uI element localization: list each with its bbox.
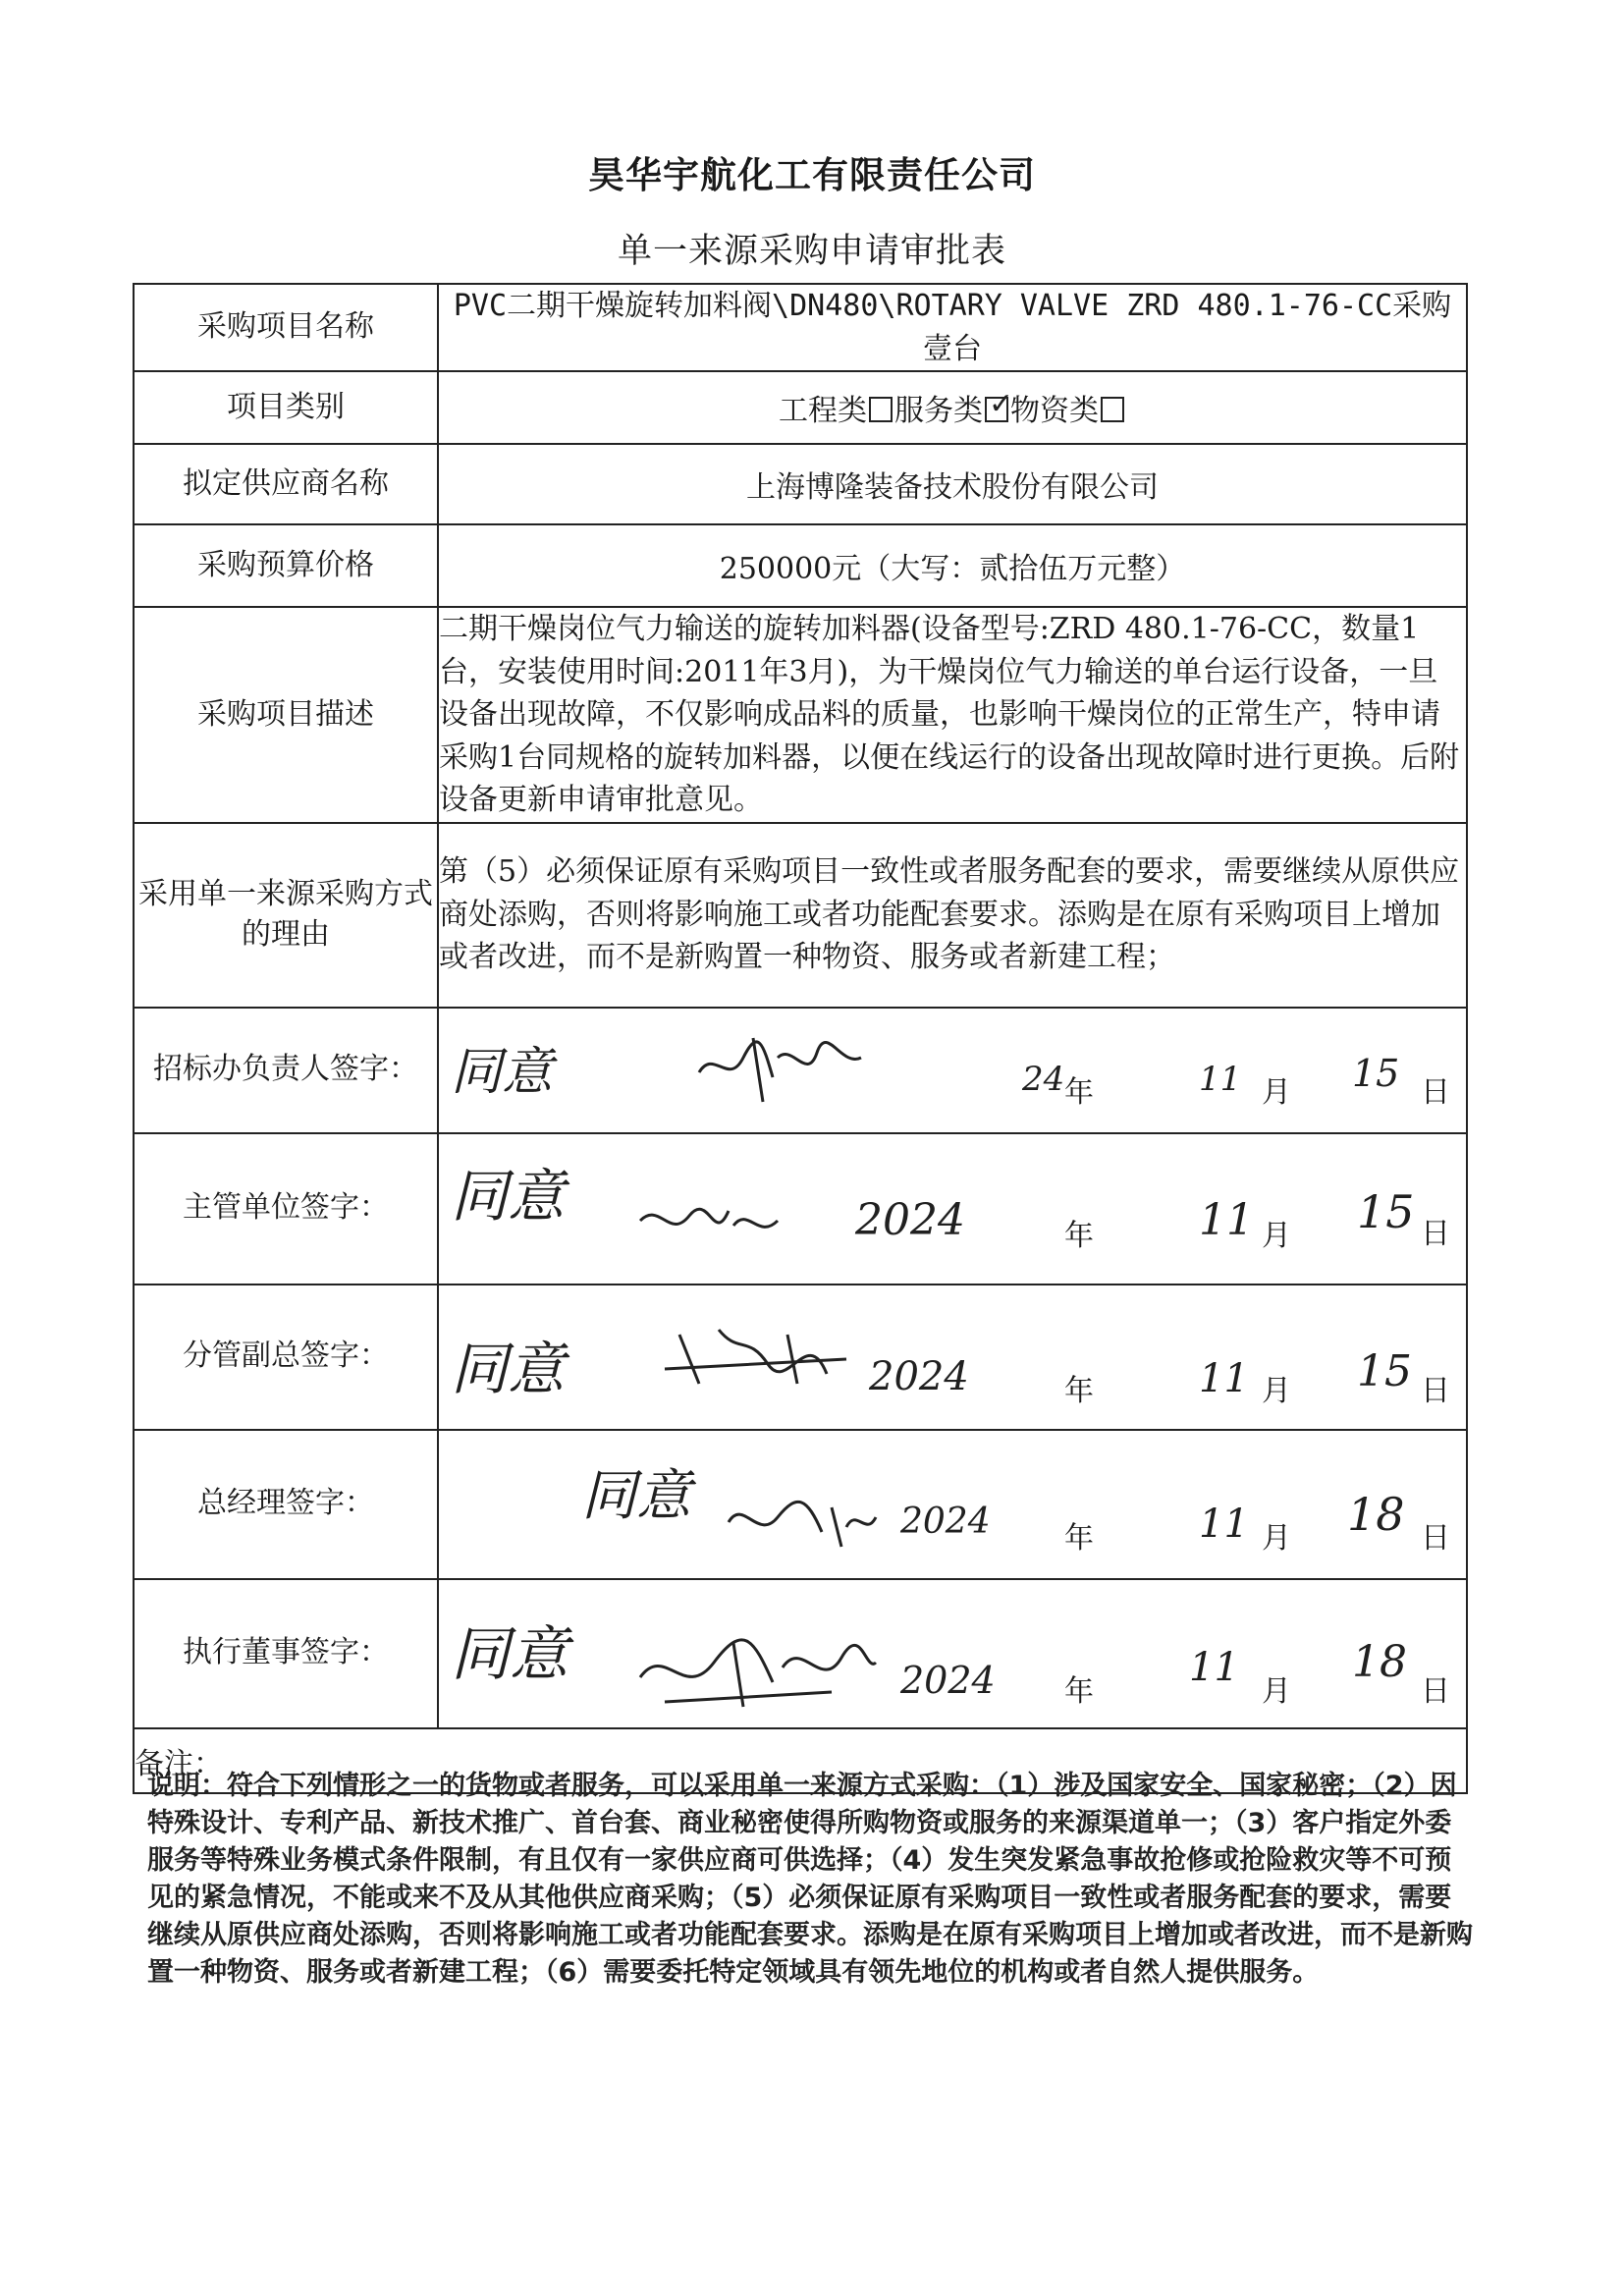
month-handwritten: 11 bbox=[1189, 1644, 1239, 1690]
remarks-label[interactable]: 备注： bbox=[134, 1728, 1467, 1793]
handwritten-signature bbox=[660, 1315, 856, 1394]
month-unit: 月 bbox=[1262, 1520, 1291, 1556]
row-signature-bidding-office bbox=[134, 1008, 1467, 1133]
category-label: 项目类别 bbox=[134, 371, 438, 444]
signature-field[interactable] bbox=[438, 1133, 1467, 1285]
year-handwritten: 2024 bbox=[855, 1194, 965, 1245]
month-unit: 月 bbox=[1262, 1074, 1291, 1110]
signature-field[interactable] bbox=[438, 1579, 1467, 1728]
month-handwritten: 11 bbox=[1199, 1194, 1254, 1245]
month-handwritten: 11 bbox=[1199, 1355, 1249, 1401]
materials-checkbox[interactable] bbox=[1101, 397, 1124, 422]
signature-field[interactable] bbox=[438, 1430, 1467, 1579]
reason-value: 第（5）必须保证原有采购项目一致性或者服务配套的要求，需要继续从原供应商处添购，否则将影响施工或者功能配套要求。添购是在原有采购项目上增加或者改进，而不是新购置一种物资、服务或者新建工程； bbox=[438, 823, 1467, 1008]
budget-value: 250000元（大写：贰拾伍万元整） bbox=[438, 524, 1467, 607]
row-signature-department bbox=[134, 1133, 1467, 1285]
description-label: 采购项目描述 bbox=[134, 607, 438, 823]
signature-label: 主管单位签字： bbox=[134, 1133, 438, 1285]
row-reason bbox=[134, 823, 1467, 1008]
day-unit: 日 bbox=[1421, 1373, 1450, 1408]
day-unit: 日 bbox=[1421, 1216, 1450, 1251]
signature-label: 执行董事签字： bbox=[134, 1579, 438, 1728]
year-handwritten: 2024 bbox=[869, 1353, 969, 1399]
signature-label: 招标办负责人签字： bbox=[134, 1008, 438, 1133]
year-unit: 年 bbox=[1064, 1673, 1094, 1709]
category-option-materials: 物资类 bbox=[1010, 394, 1099, 428]
handwritten-opinion: 同意 bbox=[451, 1335, 566, 1402]
day-handwritten: 15 bbox=[1357, 1345, 1412, 1396]
row-supplier bbox=[134, 444, 1467, 524]
reason-label: 采用单一来源采购方式的理由 bbox=[134, 823, 438, 1008]
handwritten-signature bbox=[694, 1028, 871, 1107]
signature-label: 分管副总签字： bbox=[134, 1285, 438, 1430]
day-unit: 日 bbox=[1421, 1673, 1450, 1709]
row-signature-general-manager bbox=[134, 1430, 1467, 1579]
footnote-explanation: 说明：符合下列情形之一的货物或者服务，可以采用单一来源方式采购：（1）涉及国家安全、国家秘密；（2）因特殊设计、专利产品、新技术推广、首台套、商业秘密使得所购物资或服务的来源渠道单一；（3）客户指定外委服务等特殊业务模式条件限制，有且仅有一家供应商可供选择；（4）发生突发紧急事故抢修或抢险救灾等不可预见的紧急情况，不能或来不及从其他供应商采购；（5）必须保证原有采购项目一致性或者服务配套的要求，需要继续从原供应商处添购，否则将影响施工或者功能配套要求。添购是在原有采购项目上增加或者改进，而不是新购置一种物资、服务或者新建工程；（6）需要委托特定领域具有领先地位的机构或者自然人提供服务。 bbox=[147, 1771, 1473, 1988]
day-handwritten: 18 bbox=[1347, 1487, 1405, 1541]
company-name: 昊华宇航化工有限责任公司 bbox=[588, 154, 1036, 196]
handwritten-opinion: 同意 bbox=[451, 1619, 568, 1689]
row-signature-vice-president bbox=[134, 1285, 1467, 1430]
year-handwritten: 24 bbox=[1022, 1059, 1065, 1099]
handwritten-signature bbox=[635, 1623, 881, 1717]
project-name-label: 采购项目名称 bbox=[134, 284, 438, 371]
project-name-value: PVC二期干燥旋转加料阀\DN480\ROTARY VALVE ZRD 480.1-76-CC采购壹台 bbox=[438, 284, 1467, 371]
month-unit: 月 bbox=[1262, 1373, 1291, 1408]
day-unit: 日 bbox=[1421, 1074, 1450, 1110]
handwritten-opinion: 同意 bbox=[451, 1162, 566, 1230]
month-handwritten: 11 bbox=[1199, 1059, 1242, 1099]
year-handwritten: 2024 bbox=[900, 1658, 996, 1702]
engineering-checkbox[interactable] bbox=[869, 397, 893, 422]
year-unit: 年 bbox=[1064, 1218, 1094, 1253]
month-handwritten: 11 bbox=[1199, 1501, 1249, 1547]
year-unit: 年 bbox=[1064, 1074, 1094, 1110]
row-description bbox=[134, 607, 1467, 823]
checkmark-icon: ✓ bbox=[989, 387, 1014, 421]
signature-field[interactable] bbox=[438, 1008, 1467, 1133]
budget-label: 采购预算价格 bbox=[134, 524, 438, 607]
row-category bbox=[134, 371, 1467, 444]
month-unit: 月 bbox=[1262, 1673, 1291, 1709]
approval-form-table bbox=[133, 283, 1468, 1794]
row-project-name bbox=[134, 284, 1467, 371]
supplier-value: 上海博隆装备技术股份有限公司 bbox=[438, 444, 1467, 524]
handwritten-signature bbox=[724, 1488, 881, 1557]
category-option-service: 服务类 bbox=[894, 394, 983, 428]
signature-field[interactable] bbox=[438, 1285, 1467, 1430]
month-unit: 月 bbox=[1262, 1218, 1291, 1253]
service-checkbox[interactable] bbox=[985, 387, 1014, 422]
day-handwritten: 15 bbox=[1357, 1184, 1415, 1238]
form-title: 单一来源采购申请审批表 bbox=[617, 232, 1006, 271]
row-budget bbox=[134, 524, 1467, 607]
day-handwritten: 15 bbox=[1352, 1051, 1400, 1095]
handwritten-opinion: 同意 bbox=[581, 1463, 691, 1528]
handwritten-opinion: 同意 bbox=[451, 1042, 554, 1102]
day-handwritten: 18 bbox=[1352, 1636, 1407, 1687]
row-signature-executive-director bbox=[134, 1579, 1467, 1728]
signature-label: 总经理签字： bbox=[134, 1430, 438, 1579]
year-unit: 年 bbox=[1064, 1373, 1094, 1408]
category-option-engineering: 工程类 bbox=[779, 394, 867, 428]
category-options bbox=[438, 371, 1467, 444]
description-value: 二期干燥岗位气力输送的旋转加料器(设备型号:ZRD 480.1-76-CC，数量1台，安装使用时间:2011年3月)，为干燥岗位气力输送的单台运行设备，一旦设备出现故障，不仅影响成品料的质量，也影响干燥岗位的正常生产，特申请采购1台同规格的旋转加料器，以便在线运行的设备出现故障时进行更换。后附设备更新申请审批意见。 bbox=[438, 607, 1467, 823]
year-unit: 年 bbox=[1064, 1520, 1094, 1556]
supplier-label: 拟定供应商名称 bbox=[134, 444, 438, 524]
handwritten-signature bbox=[635, 1191, 783, 1260]
year-handwritten: 2024 bbox=[900, 1501, 991, 1542]
day-unit: 日 bbox=[1421, 1520, 1450, 1556]
